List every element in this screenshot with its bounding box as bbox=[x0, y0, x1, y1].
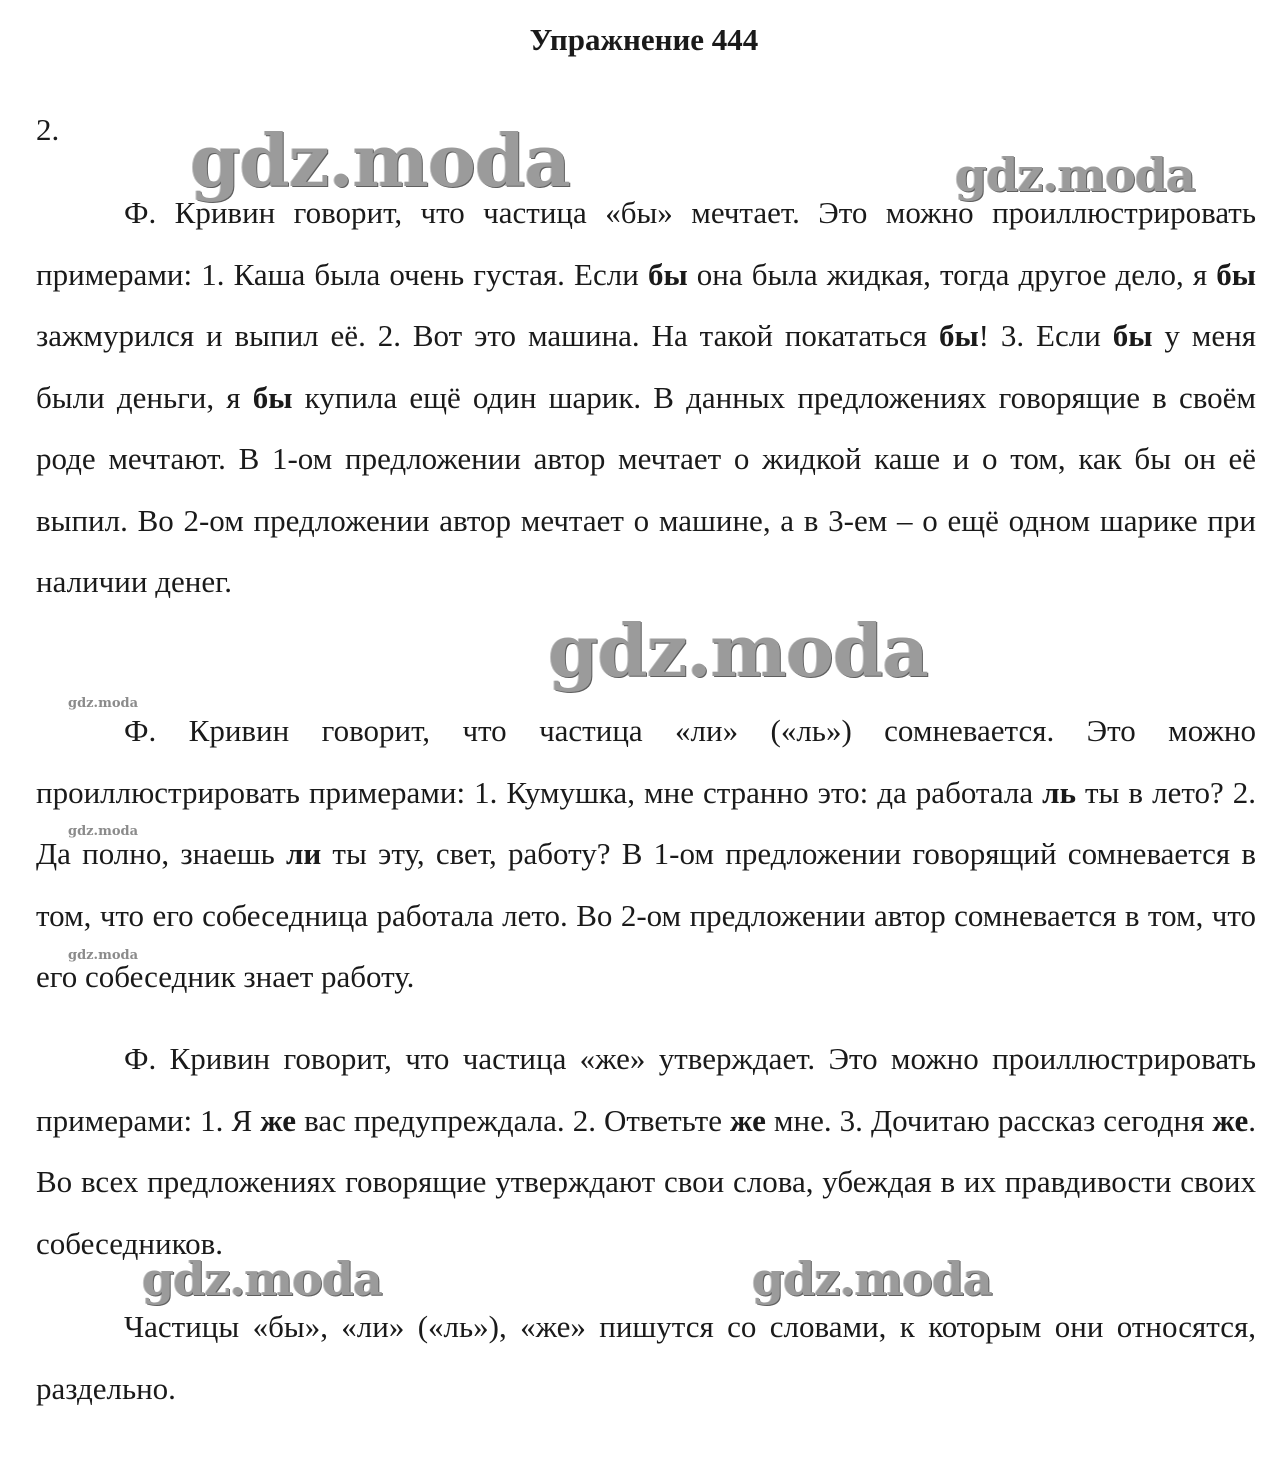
item-number: 2. bbox=[36, 112, 60, 147]
particle-highlight: же bbox=[730, 1102, 766, 1138]
paragraph-particle-by bbox=[36, 182, 1256, 613]
text-segment: купила ещё один шарик. В данных предложениях говорящие в своём роде мечтают. В 1-ом предложении автор мечтает о жидкой каше и о том, как бы он её выпил. Во 2-ом предложении автор мечтает о машине, а в 3-ем – о ещё одном шарике при наличии денег. bbox=[36, 379, 1257, 599]
paragraph-particle-li bbox=[36, 700, 1256, 1008]
particle-highlight: бы bbox=[1216, 256, 1256, 292]
text-segment: ты в лето? 2. Да полно, знаешь bbox=[36, 774, 1257, 871]
particle-highlight: бы bbox=[647, 256, 688, 292]
particle-highlight: бы bbox=[938, 318, 979, 353]
particle-highlight: бы bbox=[1112, 318, 1153, 353]
text-segment: у меня были деньги, я bbox=[36, 318, 1256, 415]
particle-highlight: ли bbox=[285, 836, 322, 871]
text-segment: Ф. Кривин говорит, что частица «ли» («ль») сомневается. Это можно проиллюстрировать примерами: 1. Кумушка, мне странно это: да работала bbox=[36, 713, 1256, 810]
watermark-logo: gdz.moda bbox=[548, 608, 928, 693]
text-segment: ты эту, свет, работу? В 1-ом предложении говорящий сомневается в том, что его собеседница работала лето. Во 2-ом предложении автор сомневается в том, что его собеседник знает работу. bbox=[36, 836, 1256, 994]
watermark-small: gdz.moda bbox=[68, 824, 139, 839]
paragraph-particle-zhe bbox=[36, 1028, 1256, 1274]
text-segment: Ф. Кривин говорит, что частица «бы» мечтает. Это можно проиллюстрировать примерами: 1. Каша была очень густая. Если bbox=[36, 195, 1256, 292]
text-segment: ! 3. Если bbox=[978, 318, 1113, 353]
particle-highlight: бы bbox=[252, 379, 293, 415]
page-title: Упражнение 444 bbox=[529, 22, 759, 57]
text-segment: она была жидкая, тогда другое дело, я bbox=[687, 256, 1217, 292]
paragraph-rule bbox=[36, 1296, 1256, 1419]
watermark-small: gdz.moda bbox=[68, 948, 139, 963]
watermark-logo: gdz.moda bbox=[955, 148, 1195, 202]
text-segment: зажмурился и выпил её. 2. Вот это машина. На такой покататься bbox=[36, 318, 939, 353]
text-segment: мне. 3. Дочитаю рассказ сегодня bbox=[765, 1102, 1213, 1138]
particle-highlight: же bbox=[1212, 1102, 1249, 1138]
text-segment: . Во всех предложениях говорящие утверждают свои слова, убеждая в их правдивости своих собеседников. bbox=[36, 1102, 1256, 1261]
watermark-small: gdz.moda bbox=[68, 696, 139, 711]
particle-highlight: ль bbox=[1042, 774, 1076, 810]
text-segment: Ф. Кривин говорит, что частица «же» утверждает. Это можно проиллюстрировать примерами: 1. Я bbox=[36, 1041, 1256, 1138]
watermark-logo: gdz.moda bbox=[752, 1252, 992, 1306]
watermark-logo: gdz.moda bbox=[190, 118, 570, 203]
text-segment: вас предупреждала. 2. Ответьте bbox=[296, 1102, 730, 1138]
text-segment: Частицы «бы», «ли» («ль»), «же» пишутся со словами, к которым они относятся, раздельно. bbox=[36, 1309, 1256, 1406]
particle-highlight: же bbox=[260, 1102, 297, 1138]
watermark-logo: gdz.moda bbox=[142, 1252, 382, 1306]
